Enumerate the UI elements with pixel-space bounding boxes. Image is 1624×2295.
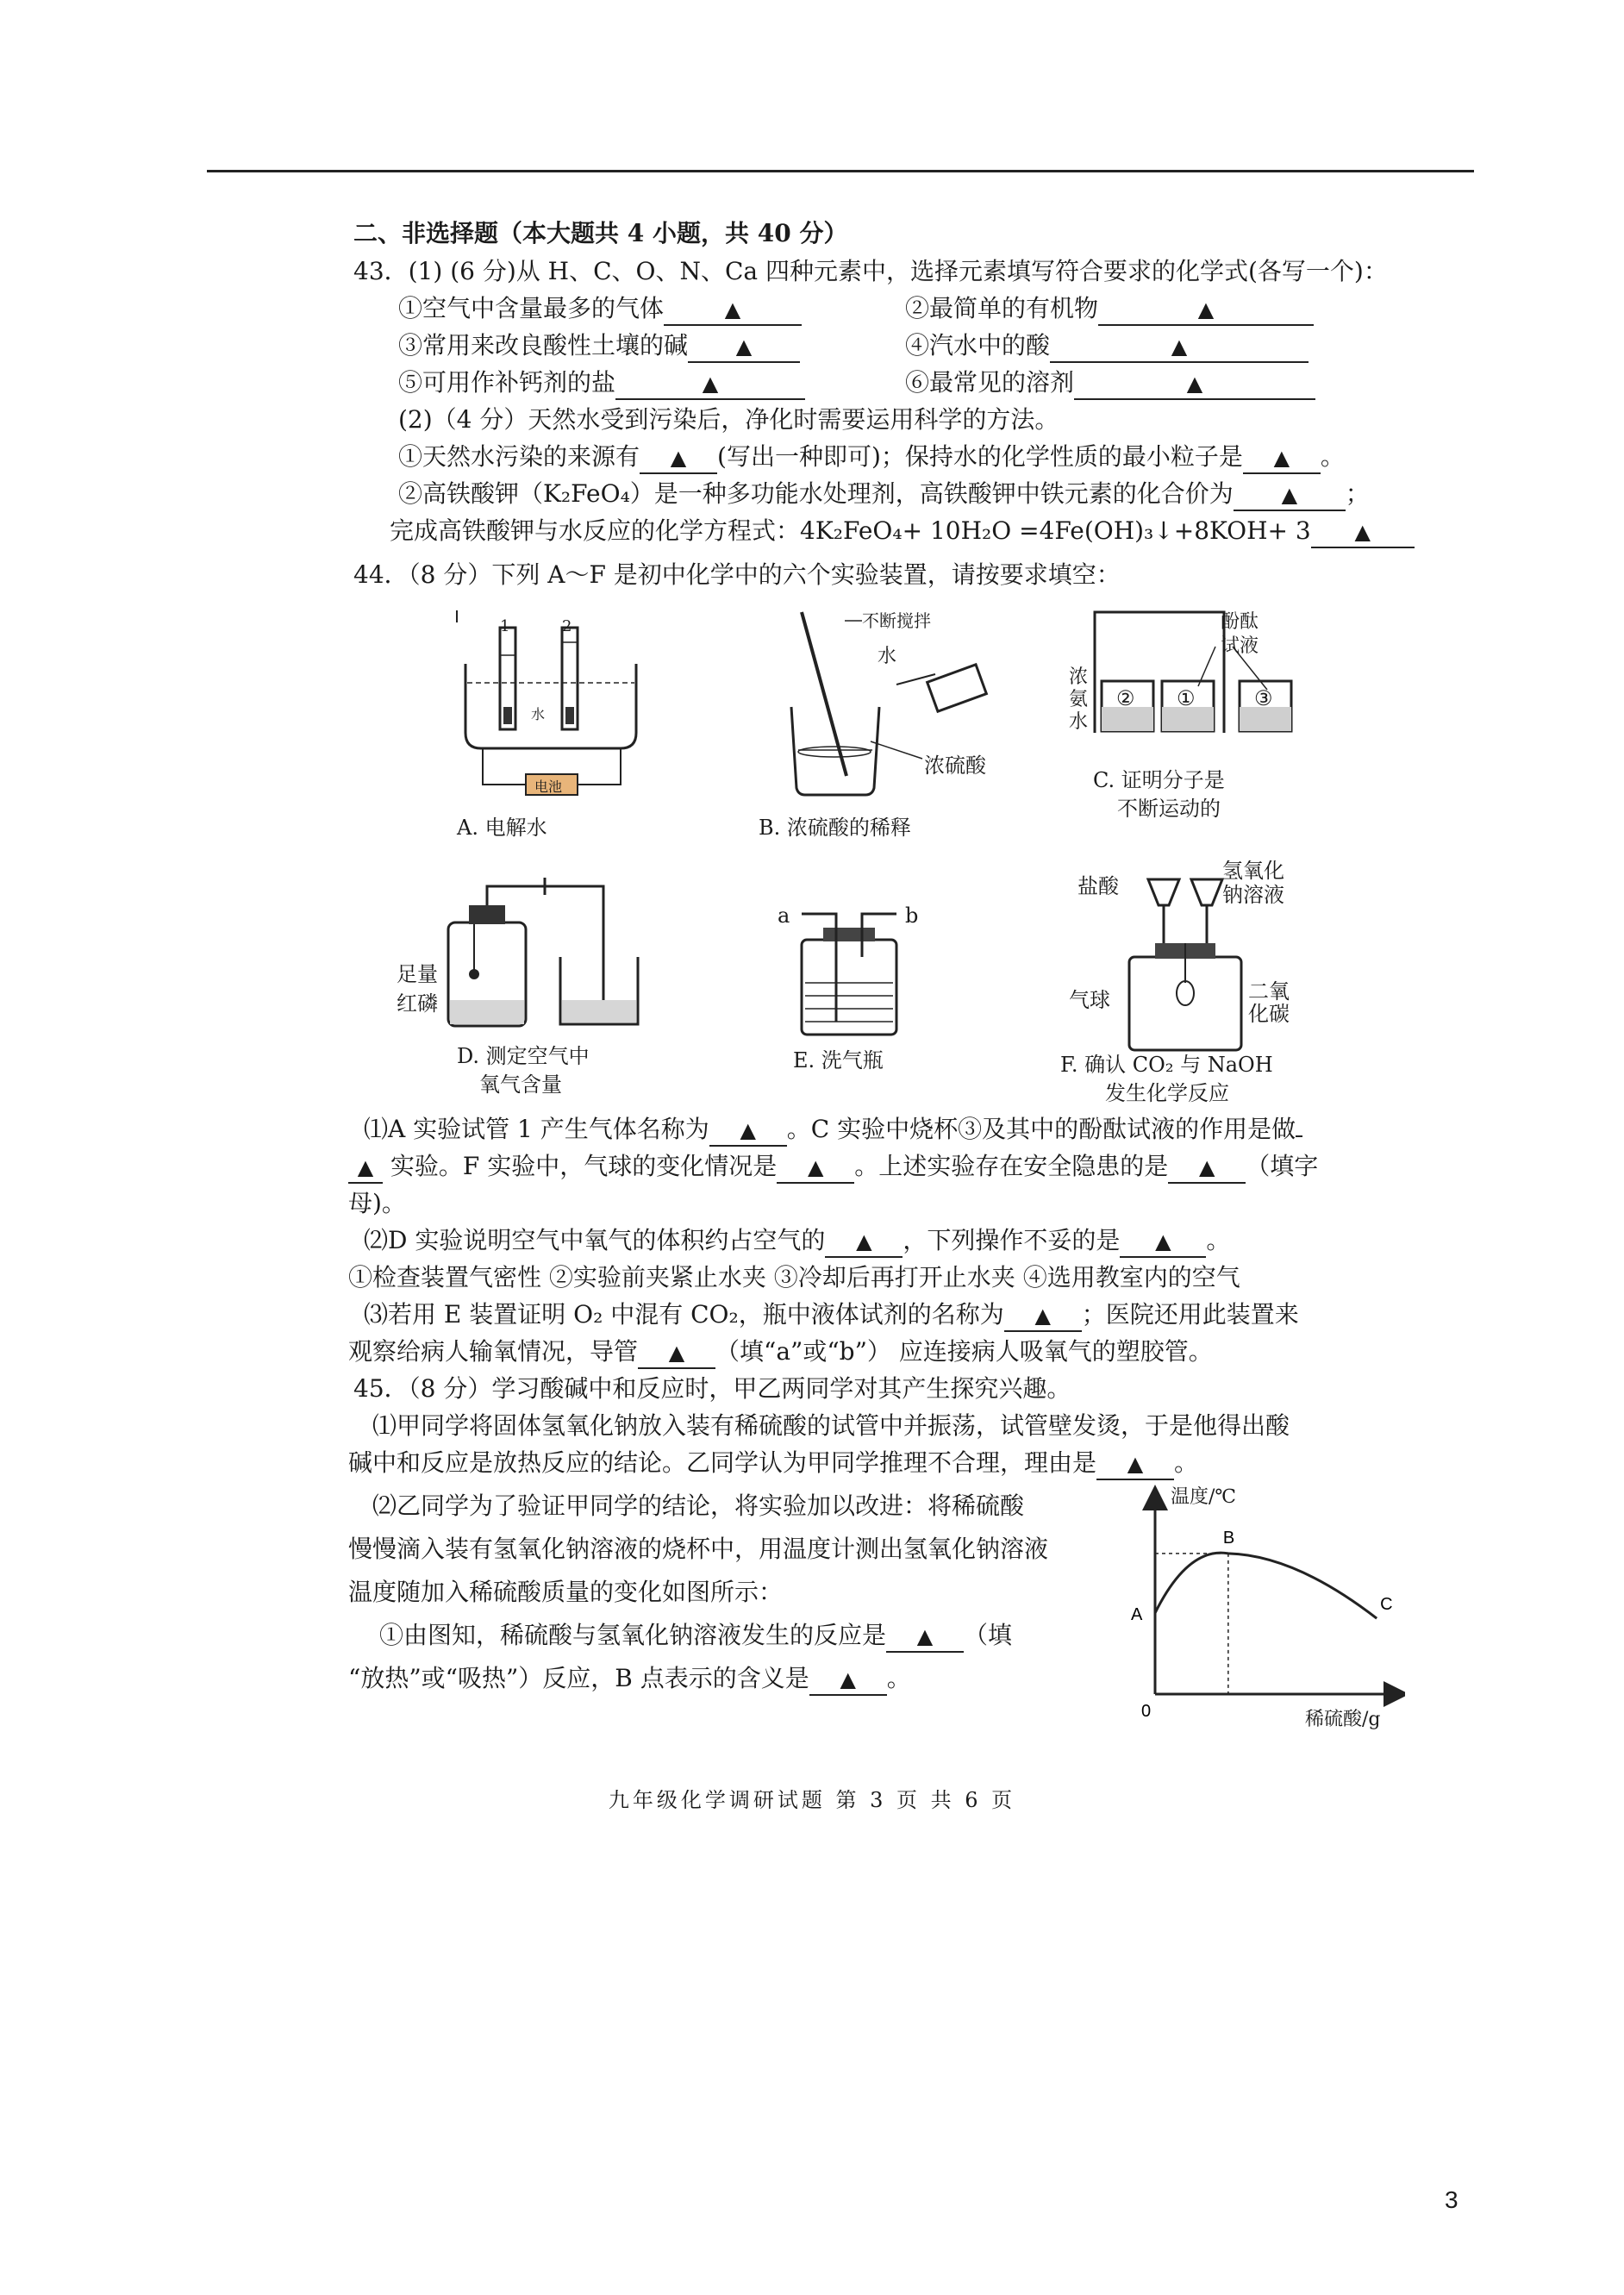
- figure-d-oxygen-content: 足量 红磷: [397, 871, 655, 1035]
- page-footer: 九年级化学调研试题 第 3 页 共 6 页: [608, 1788, 1016, 1812]
- origin-label: 0: [1141, 1702, 1152, 1721]
- point-label-b: B: [1222, 1528, 1235, 1548]
- answer-blank[interactable]: ▲: [1243, 442, 1321, 474]
- page-number: 3: [1445, 2186, 1458, 2213]
- q43-item-2: ②最简单的有机物 ▲: [905, 294, 1314, 326]
- figure-b-caption: B. 浓硫酸的稀释: [759, 816, 911, 840]
- answer-blank[interactable]: ▲: [809, 1664, 887, 1696]
- answer-blank[interactable]: ▲: [1050, 331, 1309, 363]
- figure-f-caption-1: F. 确认 CO₂ 与 NaOH: [1060, 1053, 1273, 1077]
- q45-p1-line2: 碱中和反应是放热反应的结论。乙同学认为甲同学推理不合理，理由是 ▲ 。: [348, 1448, 1198, 1480]
- section-title: 二、非选择题（本大题共 4 小题，共 40 分）: [353, 219, 848, 247]
- figure-e-caption: E. 洗气瓶: [793, 1048, 884, 1072]
- answer-blank[interactable]: ▲: [615, 368, 805, 400]
- answer-blank[interactable]: ▲: [1120, 1226, 1206, 1258]
- figure-c-caption-1: C. 证明分子是: [1093, 768, 1225, 792]
- answer-blank[interactable]: ▲: [1074, 368, 1315, 400]
- answer-blank[interactable]: ▲: [688, 331, 800, 363]
- q45-intro: 45．（8 分）学习酸碱中和反应时，甲乙两同学对其产生探究兴趣。: [353, 1374, 1071, 1403]
- q43-item-1: ①空气中含量最多的气体 ▲: [398, 294, 802, 326]
- answer-blank[interactable]: ▲: [664, 294, 802, 326]
- answer-blank[interactable]: ▲: [348, 1152, 383, 1184]
- q44-s3-line1: ⑶若用 E 装置证明 O₂ 中混有 CO₂，瓶中液体试剂的名称为 ▲ ；医院还用此装置来: [364, 1300, 1299, 1332]
- q45-p2-line2: 慢慢滴入装有氢氧化钠溶液的烧杯中，用温度计测出氢氧化钠溶液: [348, 1535, 1049, 1563]
- answer-blank[interactable]: ▲: [638, 1337, 715, 1369]
- answer-blank[interactable]: ▲: [1234, 479, 1346, 511]
- q44-intro: 44．（8 分）下列 A～F 是初中化学中的六个实验装置，请按要求填空：: [353, 560, 1121, 589]
- answer-blank[interactable]: ▲: [640, 442, 717, 474]
- q45-p3-line1: ①由图知，稀硫酸与氢氧化钠溶液发生的反应是 ▲ （填: [379, 1621, 1012, 1653]
- q43-part2-c: 完成高铁酸钾与水反应的化学方程式：4K₂FeO₄+ 10H₂O =4Fe(OH)₃↓+8KOH+ 3 ▲: [390, 516, 1415, 548]
- answer-blank[interactable]: ▲: [886, 1621, 964, 1653]
- figure-a-caption: A. 电解水: [457, 816, 547, 840]
- q43-item-3: ③常用来改良酸性土壤的碱 ▲: [398, 331, 800, 363]
- answer-blank[interactable]: ▲: [1096, 1448, 1174, 1480]
- q43-part2-a: ①天然水污染的来源有 ▲ (写出一种即可)；保持水的化学性质的最小粒子是 ▲ 。: [398, 442, 1345, 474]
- q45-p3-line2: “放热”或“吸热”）反应，B 点表示的含义是 ▲ 。: [348, 1664, 911, 1696]
- temperature-curve: [1155, 1553, 1377, 1618]
- q44-s2-line1: ⑵D 实验说明空气中氧气的体积约占空气的 ▲ ，下列操作不妥的是 ▲ 。: [364, 1226, 1230, 1258]
- figure-f-caption-2: 发生化学反应: [1105, 1081, 1229, 1105]
- q43-part2: (2)（4 分）天然水受到污染后，净化时需要运用科学的方法。: [398, 405, 1059, 434]
- q43-item-6: ⑥最常见的溶剂 ▲: [905, 368, 1315, 400]
- answer-blank[interactable]: ▲: [1311, 516, 1415, 548]
- answer-blank[interactable]: ▲: [709, 1115, 787, 1147]
- answer-blank[interactable]: ▲: [1098, 294, 1314, 326]
- figure-f-co2-naoh: 盐酸 氢氧化 钠溶液 气球 二氧 化碳: [1069, 854, 1302, 1052]
- top-rule: [207, 170, 1474, 172]
- answer-blank[interactable]: ▲: [825, 1226, 903, 1258]
- figure-e-gas-washing-bottle: a b: [776, 897, 931, 1043]
- figure-c-caption-2: 不断运动的: [1117, 797, 1221, 821]
- q45-p1-line1: ⑴甲同学将固体氢氧化钠放入装有稀硫酸的试管中并振荡，试管壁发烫，于是他得出酸: [372, 1411, 1290, 1440]
- figure-d-caption-1: D. 测定空气中: [457, 1044, 590, 1068]
- x-axis-label: 稀硫酸/g: [1305, 1709, 1381, 1730]
- figure-d-caption-2: 氧气含量: [479, 1072, 562, 1097]
- q43-part2-b: ②高铁酸钾（K₂FeO₄）是一种多功能水处理剂，高铁酸钾中铁元素的化合价为 ▲ ；: [398, 479, 1370, 511]
- point-label-c: C: [1380, 1595, 1393, 1615]
- q44-s1-line2: ▲ 实验。F 实验中，气球的变化情况是 ▲ 。上述实验存在安全隐患的是 ▲ （填字: [348, 1152, 1318, 1184]
- temperature-chart: [1121, 1479, 1405, 1729]
- answer-blank[interactable]: ▲: [1168, 1152, 1246, 1184]
- q44-s1-line3: 母)。: [348, 1189, 406, 1217]
- point-label-a: A: [1131, 1604, 1143, 1624]
- answer-blank[interactable]: ▲: [777, 1152, 854, 1184]
- q45-p2-line3: 温度随加入稀硫酸质量的变化如图所示：: [348, 1578, 784, 1606]
- q44-s2-options: ①检查装置气密性 ②实验前夹紧止水夹 ③冷却后再打开止水夹 ④选用教室内的空气: [348, 1263, 1240, 1291]
- figure-b-dilution: 不断搅拌 水 浓硫酸: [776, 603, 1000, 810]
- answer-blank[interactable]: ▲: [1004, 1300, 1082, 1332]
- q45-p2-line1: ⑵乙同学为了验证甲同学的结论，将实验加以改进：将稀硫酸: [372, 1491, 1025, 1520]
- q44-s3-line2: 观察给病人输氧情况，导管 ▲ （填“a”或“b”） 应连接病人吸氧气的塑胶管。: [348, 1337, 1213, 1369]
- y-axis-label: 温度/℃: [1171, 1486, 1237, 1508]
- q43-item-4: ④汽水中的酸 ▲: [905, 331, 1309, 363]
- q43-intro: 43．(1) (6 分)从 H、C、O、N、Ca 四种元素中，选择元素填写符合要求的化学式(各写一个)：: [353, 257, 1388, 285]
- q44-s1-line1: ⑴A 实验试管 1 产生气体名称为 ▲ 。C 实验中烧杯③及其中的酚酞试液的作用是做: [364, 1115, 1302, 1147]
- q43-item-5: ⑤可用作补钙剂的盐 ▲: [398, 368, 805, 400]
- figure-a-electrolysis: 1 2 水 电池: [448, 603, 655, 810]
- figure-c-molecule-motion: 酚酞 试液 浓 氨 水 ② ① ③: [1069, 603, 1345, 741]
